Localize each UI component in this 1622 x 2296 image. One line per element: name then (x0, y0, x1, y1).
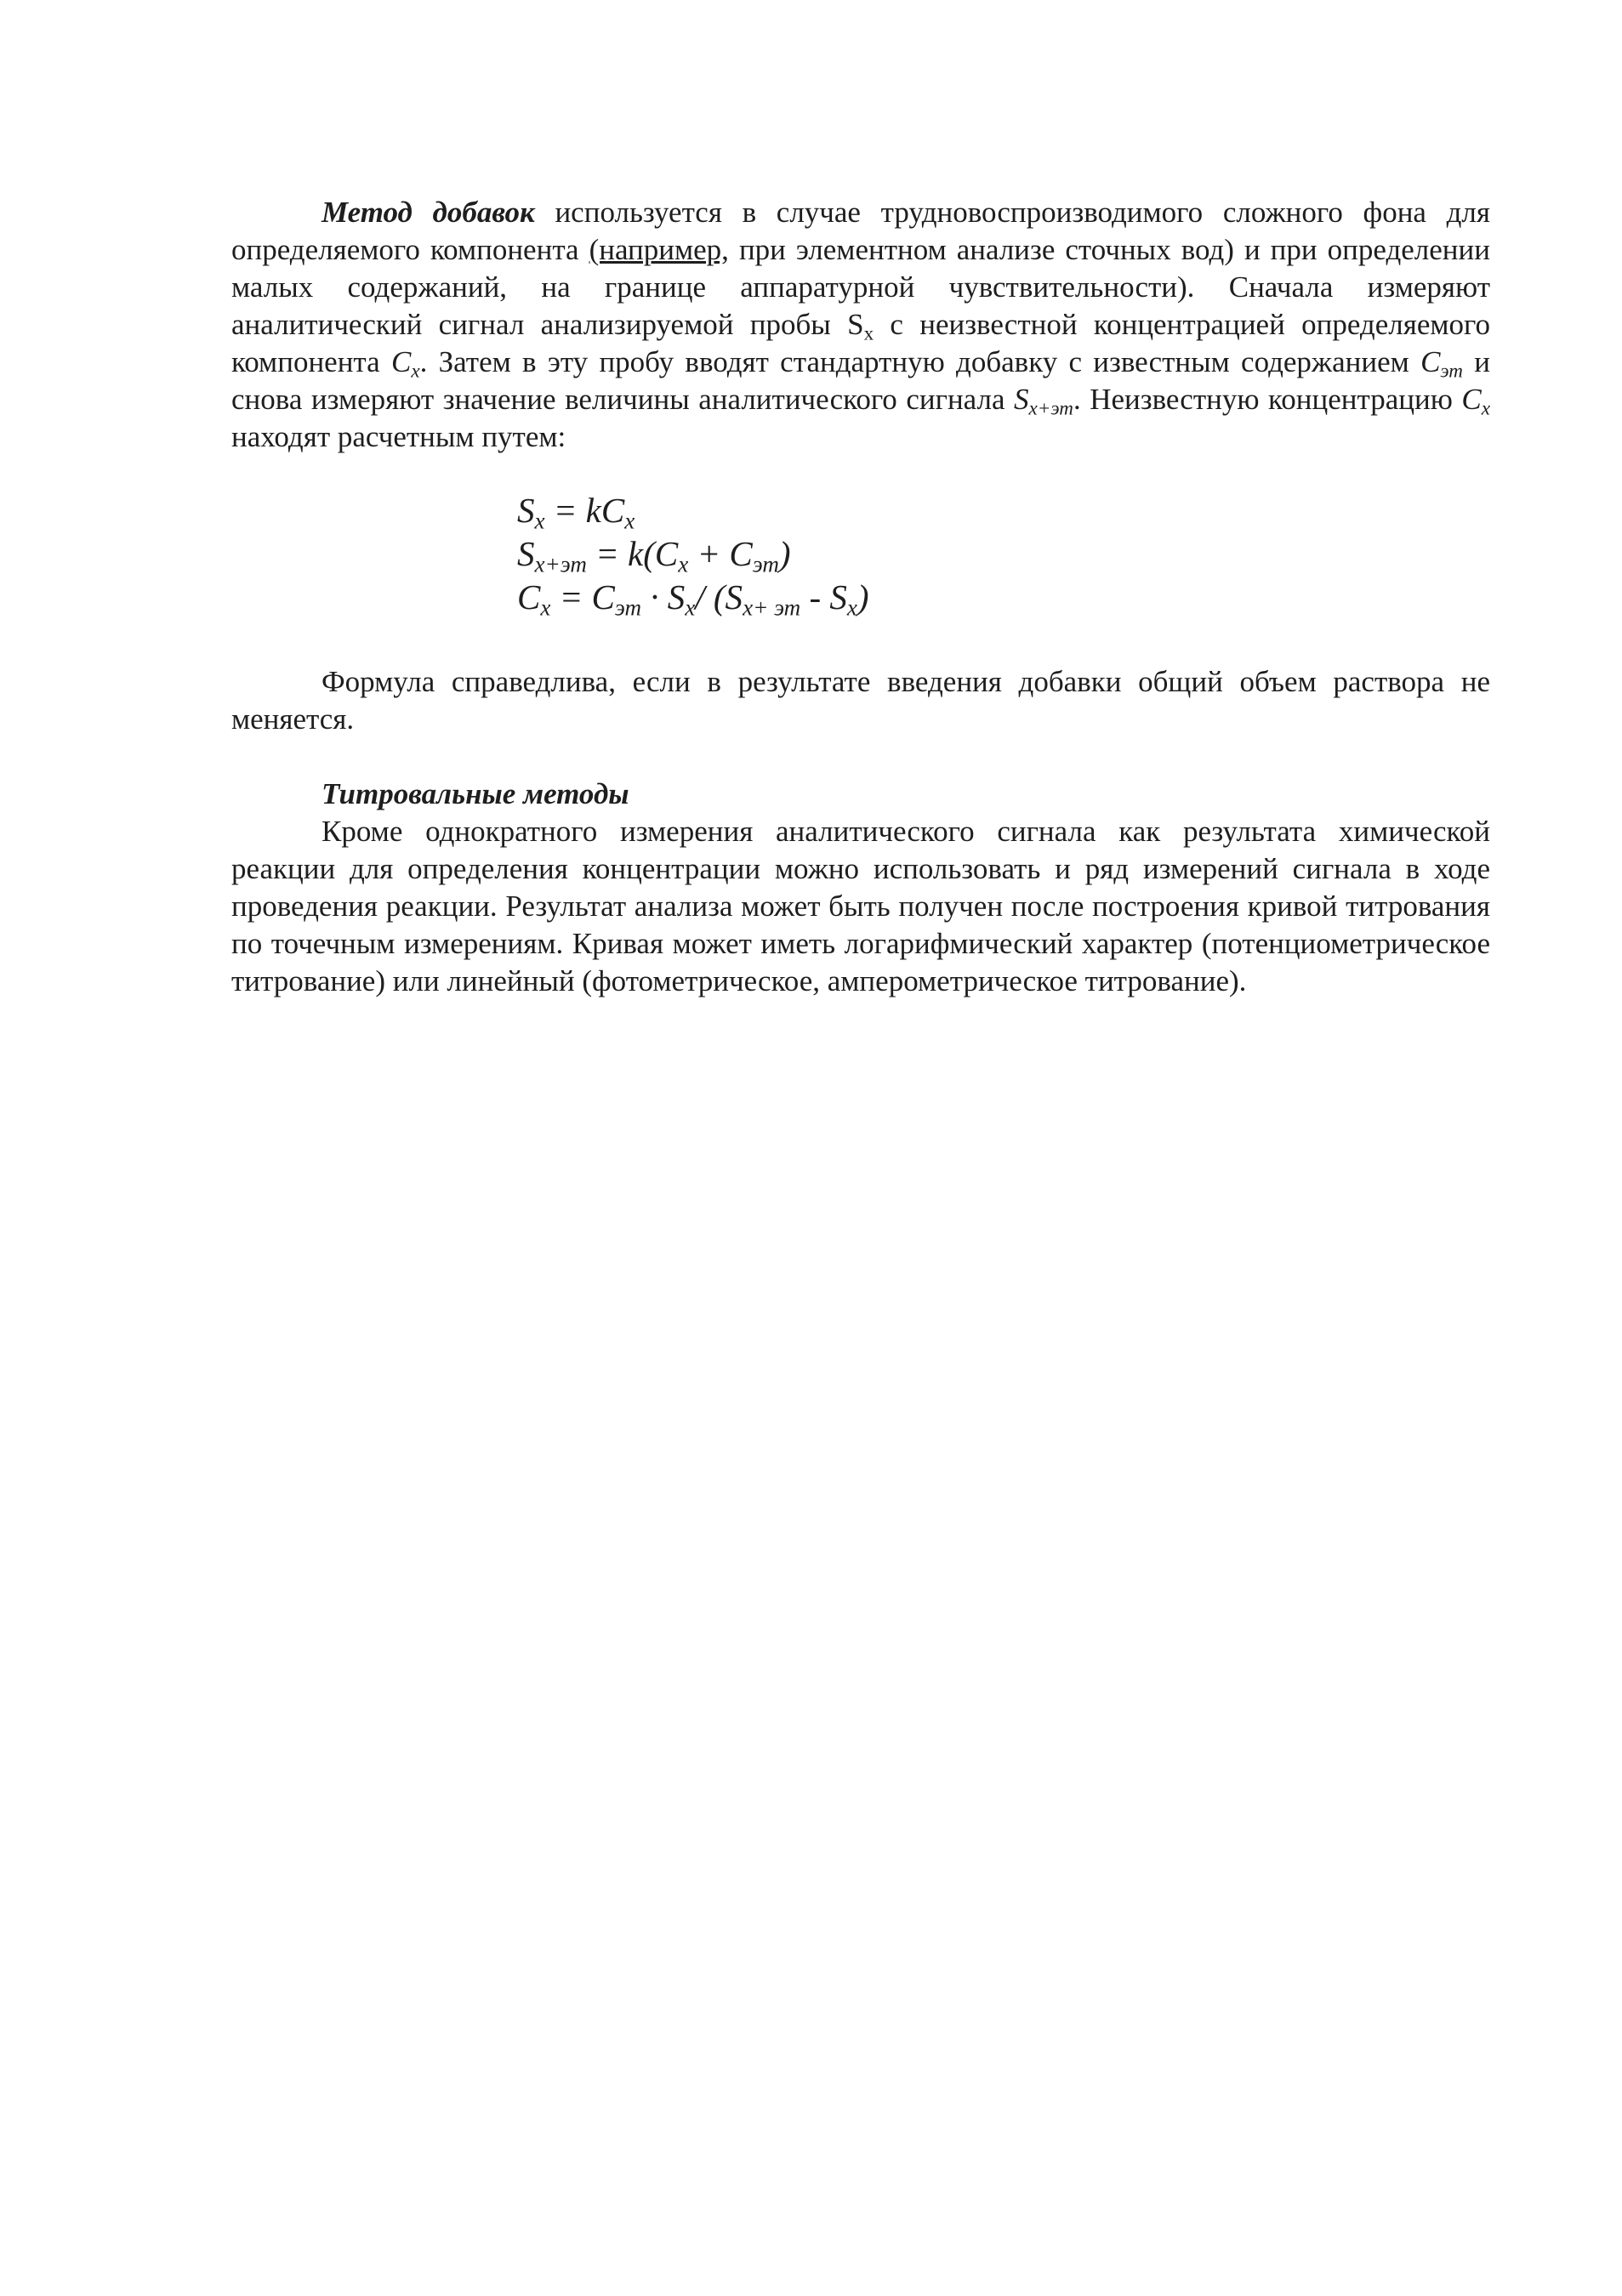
formula-note-block (231, 663, 1490, 738)
method-additions-paragraph (231, 194, 1490, 456)
paragraph-text: с неизвестной концентрацией определяемого компонента (231, 308, 1490, 378)
symbol-sx: $S_x$ (847, 308, 874, 344)
symbol-cet: $C_{эт}$ (1420, 345, 1463, 382)
paragraph-text: . Затем в эту пробу вводят стандартную добавку с известным содержанием (419, 345, 1421, 378)
symbol-cx: $C_x$ (390, 345, 420, 382)
intro-paragraph-block (231, 194, 1490, 456)
paragraph-text: находят расчетным путем: (231, 420, 566, 453)
formula-2: $S_{x+эт} = k(C_x + C_{эт})$ (517, 534, 791, 577)
paragraph-text: используется в случае трудновоспроизводимого сложного фона для определяемого компонента (231, 196, 1491, 266)
underlined-example: (например, (589, 233, 729, 266)
formula-block (517, 489, 869, 619)
paragraph-text: и снова измеряют значение величины аналитического сигнала (231, 345, 1490, 416)
paragraph-text: . Неизвестную концентрацию (1073, 383, 1462, 416)
titration-paragraph: Кроме однократного измерения аналитического сигнала как результата химической реакции для определения концентрации можно использовать и ряд измерений сигнала в ходе проведения реакции. Результат анализа может быть получен после построения кривой титрования по точечным измерениям. Кривая может иметь логарифмический характер (потенциометрическое титрование) или линейный (фотометрическое, амперометрическое титрование). (231, 815, 1490, 997)
titration-section (231, 776, 1490, 1000)
symbol-sxet: $S_{x+эт}$ (1014, 383, 1073, 419)
formula-note-paragraph: Формула справедлива, если в результате введения добавки общий объем раствора не меняется. (231, 665, 1490, 736)
formula-3: $C_x = C_{эт} \cdot S_x/$ $(S_{x+ эт} - S_x)$ (517, 577, 869, 621)
symbol-cx: $C_x$ (1461, 383, 1490, 419)
formula-1: $S_x = kC_x$ (517, 491, 635, 534)
paragraph-text: при элементном анализе сточных вод) и при определении малых содержаний, на границе аппаратурной чувствительности). Сначала измеряют аналитический сигнал анализируемой пробы (231, 233, 1490, 341)
titration-heading: Титровальные методы (322, 777, 629, 810)
method-additions-term: Метод добавок (322, 196, 535, 229)
